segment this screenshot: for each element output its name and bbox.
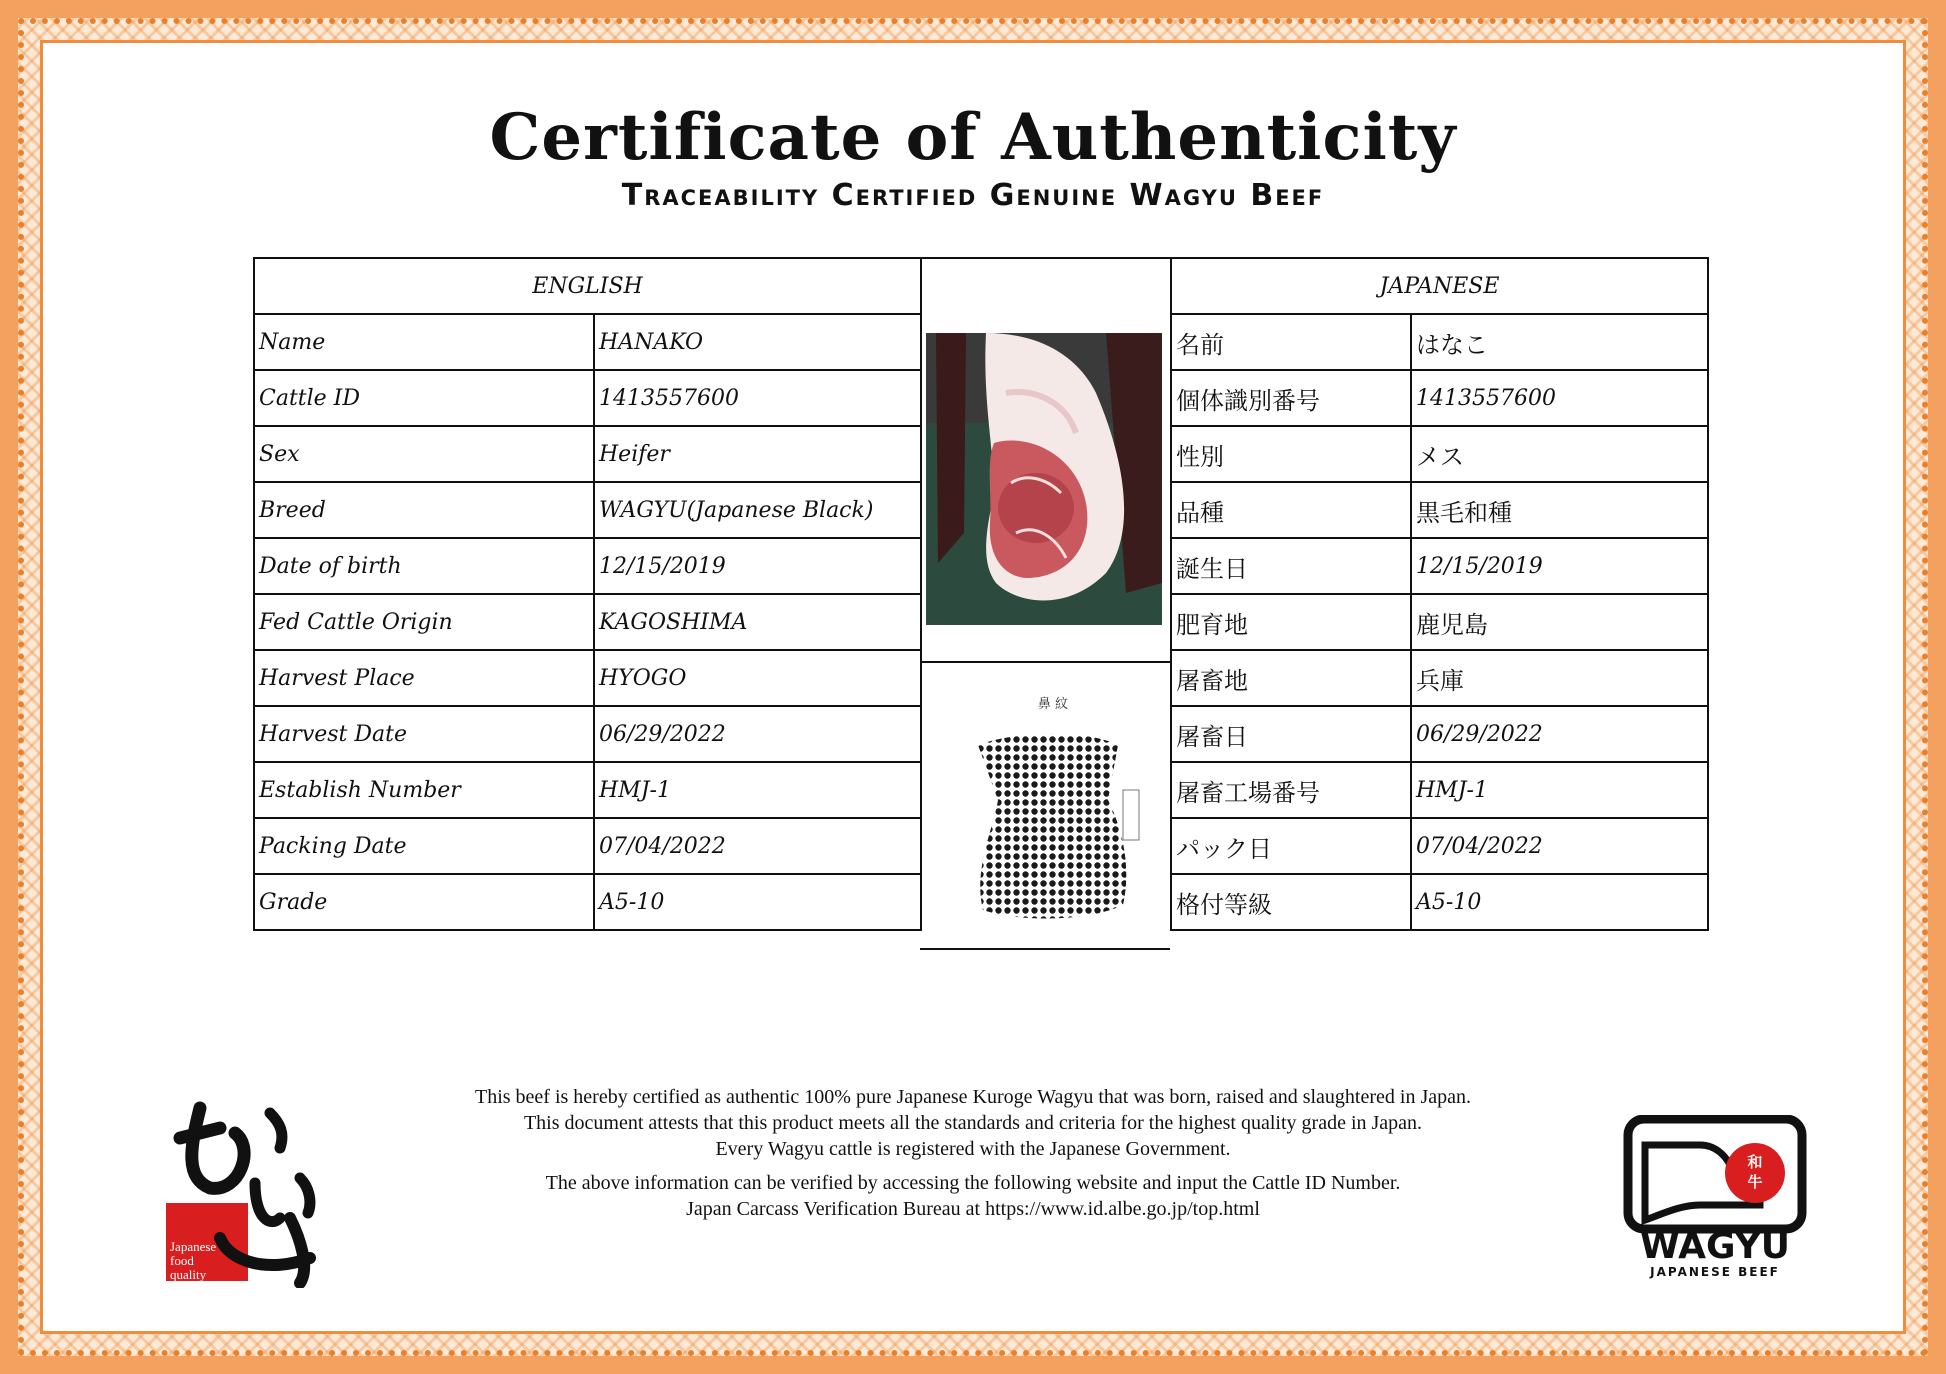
row-value: A5-10: [1411, 874, 1708, 930]
table-row: [1171, 874, 1708, 930]
statement-line: Japan Carcass Verification Bureau at https://www.id.albe.go.jp/top.html: [686, 1198, 1260, 1220]
table-row: [254, 706, 921, 762]
svg-text:WAGYU: WAGYU: [1639, 1226, 1791, 1267]
row-label: 性別: [1171, 426, 1411, 482]
certificate-subtitle: Traceability Certified Genuine Wagyu Beef: [621, 178, 1325, 213]
table-row: [254, 874, 921, 930]
row-label: Harvest Place: [254, 650, 594, 706]
row-label: 誕生日: [1171, 538, 1411, 594]
statement-line: Every Wagyu cattle is registered with the Japanese Government.: [715, 1138, 1231, 1160]
row-label: Breed: [254, 482, 594, 538]
row-value: A5-10: [594, 874, 921, 930]
svg-text:JAPANESE BEEF: JAPANESE BEEF: [1650, 1265, 1780, 1279]
row-value: Heifer: [594, 426, 921, 482]
row-value: 1413557600: [594, 370, 921, 426]
svg-text:和: 和: [1747, 1153, 1763, 1171]
row-value: 06/29/2022: [1411, 706, 1708, 762]
row-value: HMJ-1: [594, 762, 921, 818]
certification-statement: [280, 1084, 1666, 1162]
row-value: 07/04/2022: [1411, 818, 1708, 874]
svg-text:牛: 牛: [1747, 1173, 1763, 1191]
row-value: HYOGO: [594, 650, 921, 706]
table-row: [254, 818, 921, 874]
svg-text:quality: quality: [170, 1267, 207, 1282]
row-value: HANAKO: [594, 314, 921, 370]
statement-line: The above information can be verified by accessing the following website and input the Cattle ID Number.: [545, 1172, 1401, 1194]
row-label: Fed Cattle Origin: [254, 594, 594, 650]
table-row: [1171, 370, 1708, 426]
noseprint-caption: 鼻 紋: [1037, 697, 1069, 712]
table-row: [254, 762, 921, 818]
row-label: 品種: [1171, 482, 1411, 538]
row-label: Name: [254, 314, 594, 370]
statement-line: This document attests that this product meets all the standards and criteria for the highest quality grade in Japan.: [523, 1112, 1423, 1134]
row-label: Sex: [254, 426, 594, 482]
row-label: Packing Date: [254, 818, 594, 874]
row-value: 12/15/2019: [594, 538, 921, 594]
table-row: [1171, 594, 1708, 650]
table-row: [254, 482, 921, 538]
table-row: [254, 538, 921, 594]
row-label: Harvest Date: [254, 706, 594, 762]
table-row: [254, 426, 921, 482]
row-label: パック日: [1171, 818, 1411, 874]
row-label: 屠畜地: [1171, 650, 1411, 706]
verification-statement: [280, 1170, 1666, 1222]
svg-text:food: food: [170, 1253, 194, 1268]
table-row: [1171, 762, 1708, 818]
japanese-header: JAPANESE: [1171, 258, 1708, 314]
row-label: 屠畜日: [1171, 706, 1411, 762]
table-row: [254, 650, 921, 706]
row-value: HMJ-1: [1411, 762, 1708, 818]
row-label: Grade: [254, 874, 594, 930]
table-row: [1171, 650, 1708, 706]
beef-photo: [926, 333, 1162, 625]
row-value: メス: [1411, 426, 1708, 482]
table-row: [1171, 482, 1708, 538]
statement-line: This beef is hereby certified as authentic 100% pure Japanese Kuroge Wagyu that was born, raised and slaughtered in Japan.: [474, 1086, 1471, 1108]
wagyu-japanese-beef-logo: [1620, 1115, 1810, 1280]
row-label: 格付等級: [1171, 874, 1411, 930]
japanese-table: [1170, 257, 1709, 931]
english-header: ENGLISH: [254, 258, 921, 314]
row-label: 個体識別番号: [1171, 370, 1411, 426]
photo-column-divider: [920, 661, 1170, 663]
row-value: 鹿児島: [1411, 594, 1708, 650]
row-value: 兵庫: [1411, 650, 1708, 706]
table-row: [1171, 706, 1708, 762]
table-row: [254, 370, 921, 426]
table-row: [1171, 538, 1708, 594]
row-value: 黒毛和種: [1411, 482, 1708, 538]
row-label: 肥育地: [1171, 594, 1411, 650]
row-value: 1413557600: [1411, 370, 1708, 426]
certificate-title: Certificate of Authenticity: [489, 100, 1457, 175]
row-value: 12/15/2019: [1411, 538, 1708, 594]
row-label: Establish Number: [254, 762, 594, 818]
row-value: 06/29/2022: [594, 706, 921, 762]
table-row: [1171, 314, 1708, 370]
english-table: [253, 257, 922, 931]
row-value: はなこ: [1411, 314, 1708, 370]
noseprint-image: [958, 690, 1148, 930]
row-label: Cattle ID: [254, 370, 594, 426]
table-row: [1171, 818, 1708, 874]
table-row: [1171, 426, 1708, 482]
row-value: WAGYU(Japanese Black): [594, 482, 921, 538]
row-value: KAGOSHIMA: [594, 594, 921, 650]
row-label: Date of birth: [254, 538, 594, 594]
row-label: 名前: [1171, 314, 1411, 370]
svg-text:Japanese: Japanese: [170, 1239, 217, 1254]
japanese-food-quality-logo: [160, 1088, 330, 1288]
table-row: [254, 594, 921, 650]
row-label: 屠畜工場番号: [1171, 762, 1411, 818]
table-row: [254, 314, 921, 370]
row-value: 07/04/2022: [594, 818, 921, 874]
